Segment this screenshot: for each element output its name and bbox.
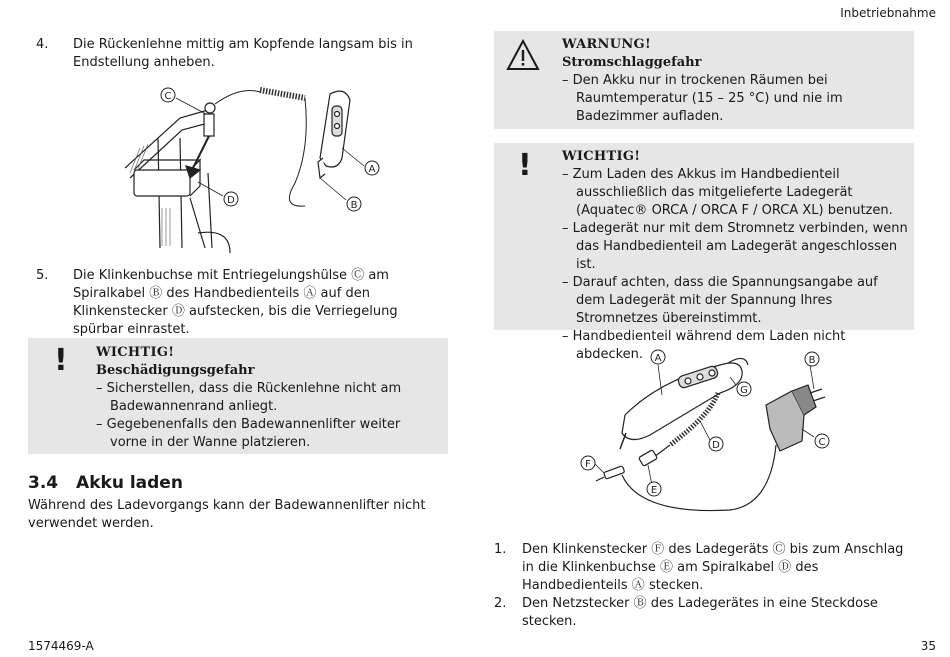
- notice-box-charging: [494, 143, 914, 362]
- step-number: 2.: [494, 596, 507, 611]
- notice-title: WICHTIG!: [562, 149, 641, 164]
- notice-item: – Gegebenenfalls den Badewannenlifter weiter vorne in der Wanne platzieren.: [96, 417, 401, 450]
- warning-title: WARNUNG!: [562, 37, 651, 52]
- step-1: [494, 541, 914, 595]
- running-header: Inbetriebnahme: [840, 6, 936, 20]
- notice-item: – Sicherstellen, dass die Rückenlehne nicht am Badewannenrand anliegt.: [96, 381, 402, 414]
- fig2-label-c: C: [818, 437, 826, 448]
- fig1-label-b: B: [350, 200, 358, 211]
- notice-item: – Handbedienteil während dem Laden nicht abdecken.: [562, 329, 846, 362]
- document-number: 1574469-A: [28, 639, 94, 653]
- figure-spiral-cable-connection: [120, 78, 410, 258]
- step-text: Die Rückenlehne mittig am Kopfende langsam bis in Endstellung anheben.: [73, 37, 413, 70]
- exclamation-icon: !: [54, 343, 68, 378]
- step-text: Den Netzstecker Ⓑ des Ladegerätes in eine Steckdose stecken.: [522, 596, 878, 629]
- step-2: [494, 595, 914, 631]
- fig1-label-a: A: [368, 164, 376, 175]
- notice-box-damage: [28, 338, 448, 454]
- notice-title: WICHTIG!: [96, 345, 175, 360]
- notice-subtitle: Beschädigungsgefahr: [96, 363, 255, 378]
- step-4: [36, 36, 436, 72]
- step-text: Den Klinkenstecker Ⓕ des Ladegeräts Ⓒ bis zum Anschlag in die Klinkenbuchse Ⓔ am Spiralkabel Ⓓ des Handbedienteils Ⓐ stecken.: [522, 542, 904, 593]
- notice-item: – Darauf achten, dass die Spannungsangabe auf dem Ladegerät mit der Spannung Ihres Stromnetzes übereinstimmt.: [562, 275, 878, 326]
- step-text: Die Klinkenbuchse mit Entriegelungshülse Ⓒ am Spiralkabel Ⓑ des Handbedienteils Ⓐ auf den Klinkenstecker Ⓓ aufstecken, bis die Verriegelung spürbar einrastet.: [73, 268, 398, 337]
- fig1-label-d: D: [227, 195, 235, 206]
- section-heading: [28, 474, 183, 492]
- step-number: 5.: [36, 268, 49, 283]
- warning-item: – Den Akku nur in trockenen Räumen bei Raumtemperatur (15 – 25 °C) und nie im Badezimmer aufladen.: [562, 73, 843, 124]
- page-number: 35: [920, 639, 936, 653]
- section-title: Akku laden: [76, 473, 183, 493]
- fig2-label-f: F: [585, 459, 591, 470]
- warning-triangle-icon: [506, 39, 540, 71]
- warning-subtitle: Stromschlaggefahr: [562, 55, 702, 70]
- fig2-label-a: A: [654, 353, 662, 364]
- step-5: [36, 267, 446, 339]
- section-number: 3.4: [28, 473, 59, 493]
- figure-charger-connection: [570, 345, 840, 535]
- exclamation-icon: !: [518, 148, 532, 183]
- fig1-label-c: C: [164, 91, 172, 102]
- fig2-label-e: E: [650, 485, 658, 496]
- step-number: 4.: [36, 37, 49, 52]
- notice-item: – Ladegerät nur mit dem Stromnetz verbinden, wenn das Handbedienteil am Ladegerät angeschlossen ist.: [562, 221, 908, 272]
- section-intro: Während des Ladevorgangs kann der Badewannenlifter nicht verwendet werden.: [28, 498, 426, 531]
- warning-box-electric-shock: [494, 31, 914, 129]
- fig2-label-b: B: [808, 355, 816, 366]
- fig2-label-d: D: [712, 440, 720, 451]
- fig2-label-g: G: [740, 385, 748, 396]
- step-number: 1.: [494, 542, 507, 557]
- notice-item: – Zum Laden des Akkus im Handbedienteil ausschließlich das mitgelieferte Ladegerät (Aquatec® ORCA / ORCA F / ORCA XL) benutzen.: [562, 167, 893, 218]
